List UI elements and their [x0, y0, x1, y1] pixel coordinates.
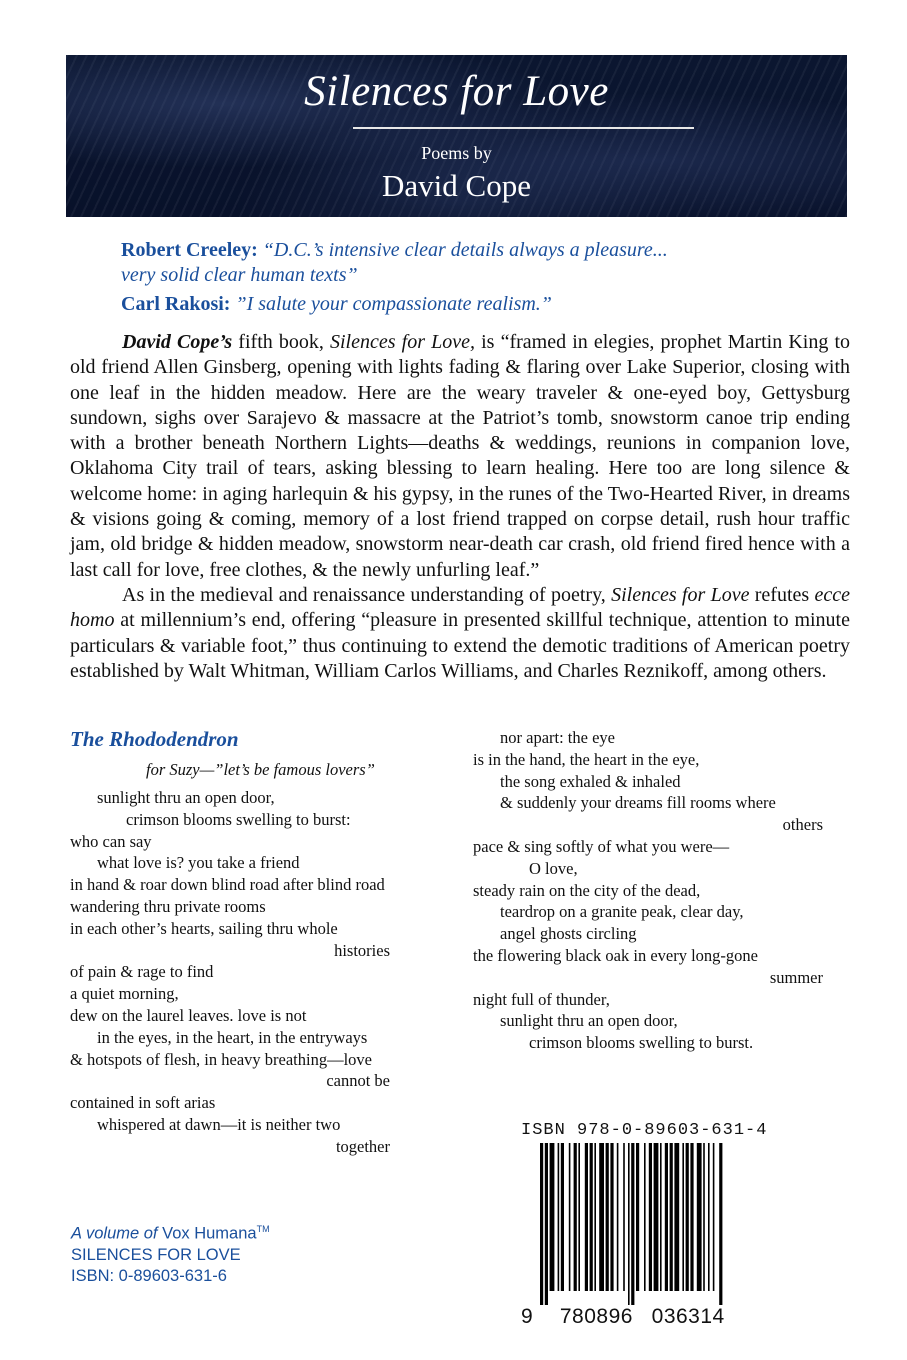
blurb-rakosi — [121, 292, 821, 317]
barcode-bar — [697, 1143, 702, 1291]
title-divider — [353, 127, 694, 129]
poem-line: contained in soft arias — [70, 1093, 216, 1113]
poem-line: together — [335, 1136, 390, 1156]
trademark-mark: TM — [256, 1224, 270, 1234]
barcode-bar — [561, 1143, 564, 1291]
barcode-digit-lead: 9 — [521, 1305, 534, 1328]
poem-line: others — [782, 815, 823, 835]
publisher-info — [71, 1219, 270, 1287]
poem-line: teardrop on a granite peak, clear day, — [500, 902, 744, 922]
poem-line: the song exhaled & inhaled — [500, 771, 681, 791]
title-ref: Silences for Love — [611, 583, 750, 606]
book-description — [70, 330, 850, 684]
poem-title: The Rhododendron — [70, 727, 239, 751]
barcode-bar — [628, 1143, 630, 1305]
description-paragraph-2: As in the medieval and renaissance understanding of poetry, Silences for Love refutes ecce homo at millennium’s end, offering “pleasure in presented skillful technique, attention to minute particulars & variable foot,” thus continuing to extend the demotic traditions of American poetry established by Walt Whitman, William Carlos Williams, and Charles Reznikoff, among others. — [70, 583, 850, 682]
poem-column-left — [70, 787, 390, 1158]
barcode-bar — [590, 1143, 593, 1291]
poem-column-right — [473, 727, 823, 1054]
latin-phrase: ecce homo — [70, 583, 850, 632]
barcode-digits — [521, 1305, 725, 1329]
barcode-bar — [690, 1143, 693, 1291]
series-name: Vox Humana — [162, 1224, 257, 1243]
poem-line: nor apart: the eye — [500, 728, 615, 747]
barcode-digits-right: 036314 — [651, 1305, 725, 1328]
barcode-bar — [719, 1143, 722, 1305]
barcode-bar — [623, 1143, 625, 1291]
poem-line: & hotspots of flesh, in heavy breathing—love — [70, 1049, 372, 1069]
barcode-bar — [703, 1143, 705, 1291]
barcode-bar — [686, 1143, 689, 1291]
poem-line: sunlight thru an open door, — [500, 1011, 678, 1031]
barcode-bar — [578, 1143, 580, 1291]
book-title: Silences for Love — [304, 68, 609, 115]
poem-line: dew on the laurel leaves. love is not — [70, 1005, 307, 1025]
barcode-bar — [660, 1143, 662, 1291]
barcode-bar — [631, 1143, 634, 1305]
barcode-bar — [599, 1143, 604, 1291]
poem-line: in each other’s hearts, sailing thru whole — [70, 918, 338, 938]
barcode-bar — [708, 1143, 710, 1291]
barcode-bar — [550, 1143, 555, 1291]
barcode-bar — [682, 1143, 684, 1291]
poem-line: steady rain on the city of the dead, — [473, 880, 701, 900]
barcode-bar — [545, 1143, 548, 1305]
blurb-quote: “D.C.’s intensive clear details always a pleasure... — [262, 239, 668, 261]
poem-line: the flowering black oak in every long-gone — [473, 945, 758, 965]
poem-line: in hand & roar down blind road after blind road — [70, 875, 385, 895]
blurb-author: Robert Creeley: — [121, 239, 258, 261]
isbn-label: ISBN 978-0-89603-631-4 — [521, 1121, 768, 1140]
description-paragraph-1: David Cope’s fifth book, Silences for Love, is “framed in elegies, prophet Martin King to old friend Allen Ginsberg, opening with lights fading & flaring over Lake Superior, closing with one leaf in the hidden meadow. Here are the weary traveler & one-eyed boy, Gettysburg sundown, sighs over Sarajevo & massacre at the Patriot’s tomb, snowstorm canoe trip ending with a brother beneath Northern Lights—deaths & weddings, reunions in companion love, Oklahoma City trail of tears, asking blessing to learn healing. Here too are long silence & welcome home: in aging harlequin & his gypsy, in the runes of the Two-Hearted River, in dreams & visions going & coming, memory of a lost friend trapped on corpse detail, rush hour traffic jam, old bridge & hidden meadow, snowstorm near-death car crash, old friend fired hence with a last call for love, free clothes, & the newly unfurling leaf.” — [70, 331, 851, 581]
poem-line: wandering thru private rooms — [70, 896, 266, 916]
footer-isbn: ISBN: 0-89603-631-6 — [71, 1266, 227, 1285]
poem-line: cannot be — [326, 1071, 390, 1091]
barcode-bar — [674, 1143, 679, 1291]
poem-line: pace & sing softly of what you were— — [473, 836, 730, 856]
barcode-bar — [606, 1143, 609, 1291]
poem-line: night full of thunder, — [473, 989, 610, 1009]
footer-title: SILENCES FOR LOVE — [71, 1245, 241, 1264]
author-ref: David Cope’s — [122, 331, 233, 353]
barcode-bar — [574, 1143, 577, 1291]
barcode-bar — [610, 1143, 613, 1291]
poem-dedication: for Suzy—”let’s be famous lovers” — [146, 760, 375, 779]
barcode-bar — [540, 1143, 543, 1305]
poem-line: is in the hand, the heart in the eye, — [473, 749, 700, 769]
poem-line: what love is? you take a friend — [97, 853, 300, 873]
barcode-digits-left: 780896 — [559, 1305, 633, 1328]
poem-line: O love, — [529, 858, 578, 878]
poem-line: angel ghosts circling — [500, 924, 637, 944]
barcode-bar — [670, 1143, 673, 1291]
blurbs — [121, 238, 821, 321]
poem-line: & suddenly your dreams fill rooms where — [500, 793, 776, 813]
blurb-creeley — [121, 238, 821, 288]
barcode-bar — [636, 1143, 639, 1291]
poem-line: summer — [769, 967, 823, 987]
blurb-quote-cont: very solid clear human texts” — [121, 264, 358, 286]
cover-banner — [66, 55, 847, 217]
poem-line: crimson blooms swelling to burst. — [529, 1033, 754, 1053]
barcode-bar — [594, 1143, 596, 1291]
poem-line: a quiet morning, — [70, 984, 179, 1004]
barcode-bar — [649, 1143, 652, 1291]
poem-line: crimson blooms swelling to burst: — [126, 809, 351, 829]
author-name: David Cope — [382, 168, 531, 203]
barcode-bar — [585, 1143, 588, 1291]
barcode-bar — [665, 1143, 668, 1291]
barcode-bar — [713, 1143, 715, 1291]
poem-line: sunlight thru an open door, — [97, 788, 275, 807]
poem-line: histories — [334, 940, 390, 960]
barcode — [540, 1143, 755, 1305]
barcode-bar — [617, 1143, 619, 1291]
blurb-quote: ”I salute your compassionate realism.” — [235, 293, 552, 315]
poems-by-label: Poems by — [421, 143, 492, 163]
series-line: A volume of Vox Humana™ — [71, 1224, 270, 1243]
barcode-bar — [558, 1143, 560, 1291]
poem-line: whispered at dawn—it is neither two — [97, 1114, 341, 1134]
poem-line: who can say — [70, 831, 152, 851]
barcode-bar — [654, 1143, 659, 1291]
barcode-bar — [569, 1143, 571, 1291]
blurb-author: Carl Rakosi: — [121, 293, 231, 315]
barcode-bar — [644, 1143, 646, 1291]
poem-line: of pain & rage to find — [70, 962, 214, 982]
title-ref: Silences for Love, — [330, 331, 475, 353]
poem-line: in the eyes, in the heart, in the entryways — [97, 1027, 368, 1047]
